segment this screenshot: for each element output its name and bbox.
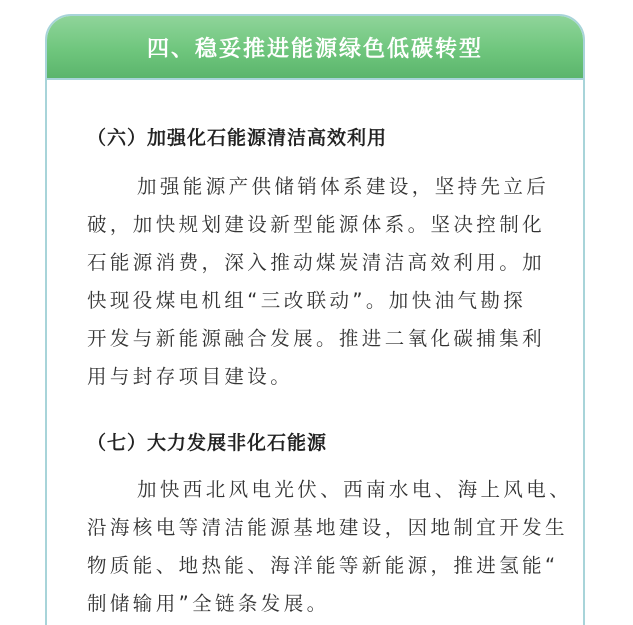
subsection-title-6: （六）加强化石能源清洁高效利用: [87, 127, 388, 149]
article-card: [45, 14, 585, 625]
paragraph-line: 加强能源产供储销体系建设，坚持先立后: [137, 175, 550, 198]
section-header-title: 四、稳妥推进能源绿色低碳转型: [146, 36, 483, 62]
paragraph-line: 制储输用”全链条发展。: [87, 592, 330, 615]
paragraph-line: 石能源消费，深入推动煤炭清洁高效利用。加: [87, 251, 546, 274]
subsection-7-paragraph: [87, 471, 573, 623]
paragraph-line: 破，加快规划建设新型能源体系。坚决控制化: [87, 213, 546, 236]
paragraph-line: 沿海核电等清洁能源基地建设，因地制宜开发生: [87, 516, 568, 539]
paragraph-line: 加快西北风电光伏、西南水电、海上风电、: [137, 478, 573, 501]
subsection-title-7: （七）大力发展非化石能源: [87, 432, 328, 454]
paragraph-line: 用与封存项目建设。: [87, 365, 294, 388]
paragraph-line: 快现役煤电机组“三改联动”。加快油气勘探: [87, 289, 527, 312]
section-header-banner: [47, 16, 583, 80]
subsection-6-paragraph: [87, 168, 557, 396]
paragraph-line: 物质能、地热能、海洋能等新能源，推进氢能“: [87, 554, 559, 577]
paragraph-line: 开发与新能源融合发展。推进二氧化碳捕集利: [87, 327, 546, 350]
